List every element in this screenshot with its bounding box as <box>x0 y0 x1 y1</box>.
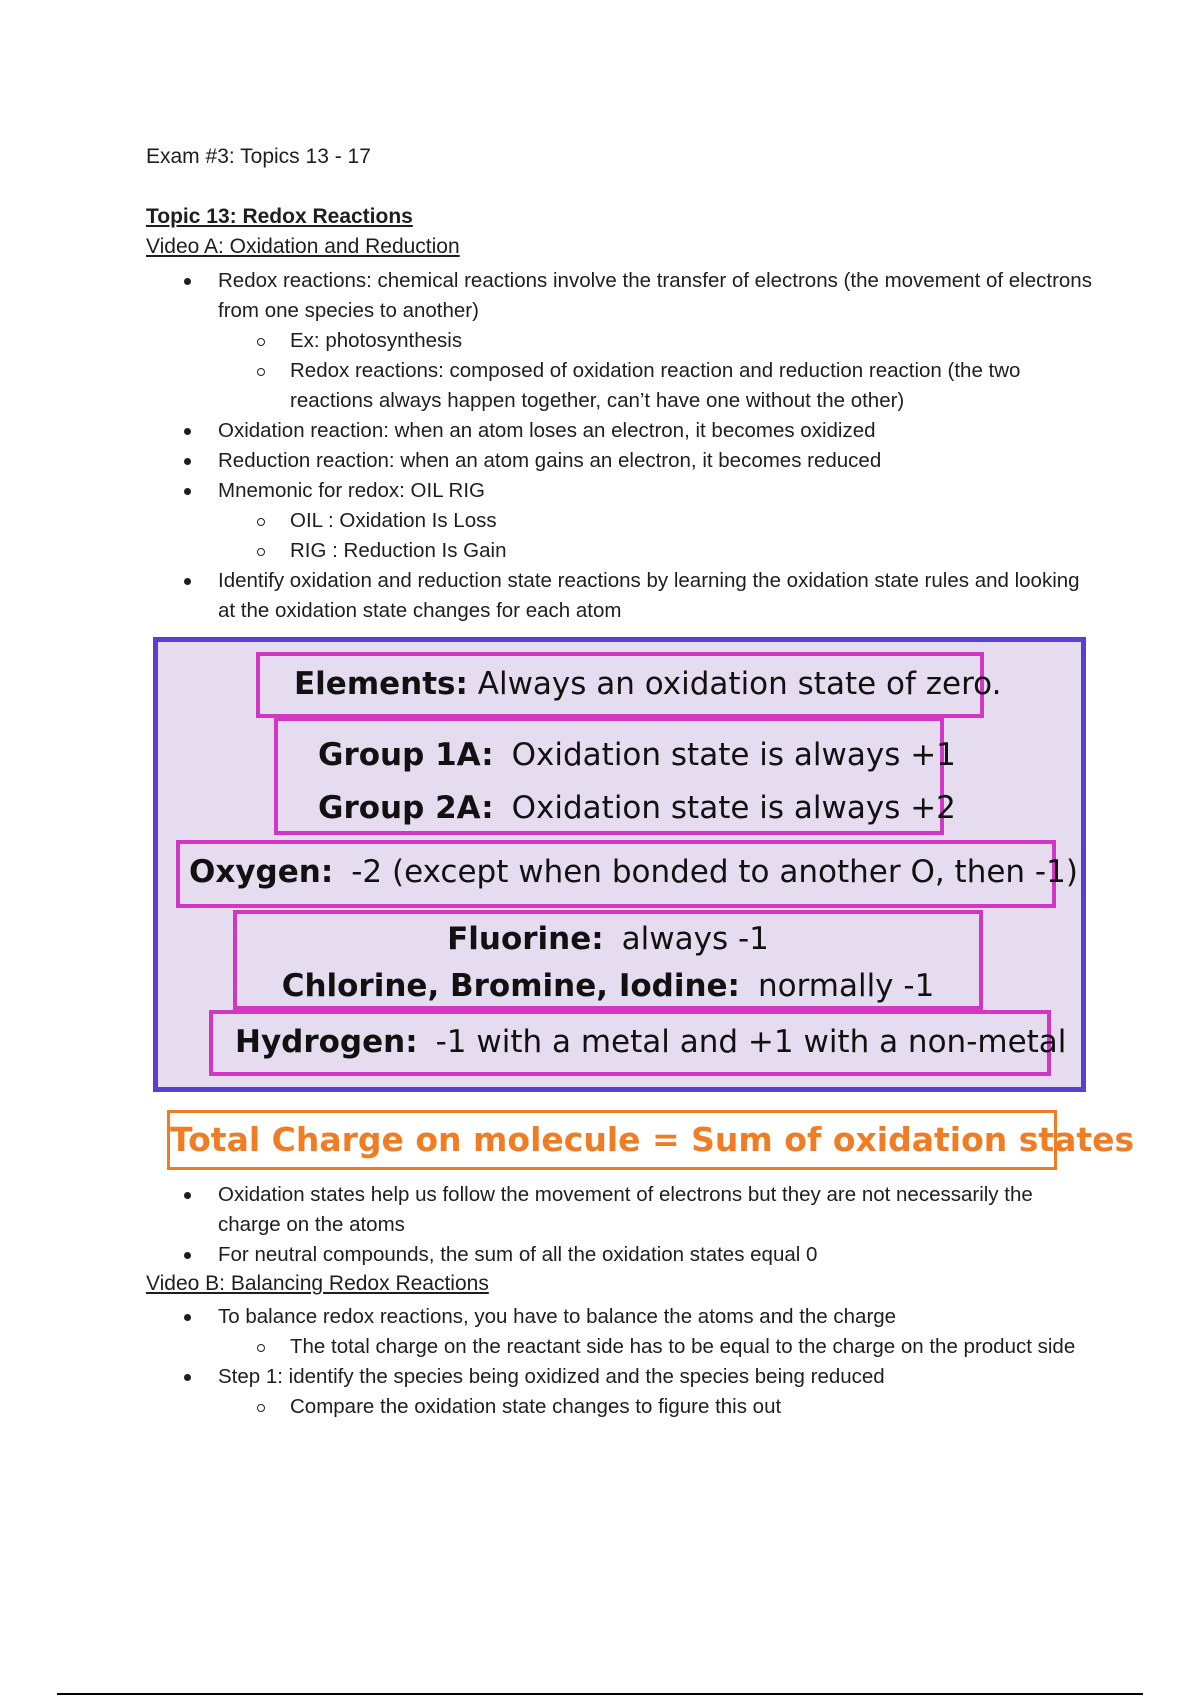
list-item <box>146 1240 1096 1270</box>
rule-text: -2 (except when bonded to another O, then -1) <box>351 854 1078 890</box>
video-a-notes <box>146 266 1096 626</box>
video-b-title: Video B: Balancing Redox Reactions <box>146 1272 489 1295</box>
sub-bullet-text: Compare the oxidation state changes to figure this out <box>290 1395 782 1418</box>
rule-oxygen <box>176 840 1078 908</box>
list-item <box>146 1362 1096 1392</box>
bullet-icon <box>184 1192 191 1199</box>
rule-group-2a <box>318 782 956 835</box>
list-item <box>146 476 1096 506</box>
rule-label: Group 1A: <box>318 737 494 773</box>
bullet-text: Reduction reaction: when an atom gains an electron, it becomes reduced <box>218 449 882 472</box>
video-a-title: Video A: Oxidation and Reduction <box>146 235 460 258</box>
list-item <box>146 266 1096 326</box>
list-item <box>146 1180 1096 1240</box>
list-item <box>146 1332 1096 1362</box>
bullet-text: Oxidation states help us follow the movement of electrons but they are not necessarily the charge on the atoms <box>218 1183 1033 1236</box>
topic-title: Topic 13: Redox Reactions <box>146 205 413 228</box>
rule-text: -1 with a metal and +1 with a non-metal <box>435 1024 1067 1060</box>
bullet-icon <box>184 278 191 285</box>
list-item <box>146 446 1096 476</box>
after-rules-notes <box>146 1180 1096 1270</box>
rule-text: Oxidation state is always +1 <box>511 737 956 773</box>
rule-chlorine-bromine-iodine <box>237 963 979 1010</box>
exam-title: Exam #3: Topics 13 - 17 <box>146 145 371 168</box>
bullet-icon <box>184 578 191 585</box>
rule-halogens <box>233 910 983 1010</box>
rule-fluorine <box>237 916 979 963</box>
rule-label: Group 2A: <box>318 790 494 826</box>
rule-label: Oxygen: <box>189 854 334 890</box>
bullet-text: Identify oxidation and reduction state reactions by learning the oxidation state rules and looking at the oxidation state changes for each atom <box>218 569 1080 622</box>
sub-bullet-text: OIL : Oxidation Is Loss <box>290 509 497 532</box>
rule-label: Chlorine, Bromine, Iodine: <box>281 968 740 1004</box>
sub-bullet-text: The total charge on the reactant side has to be equal to the charge on the product side <box>290 1335 1076 1358</box>
sub-bullet-text: Ex: photosynthesis <box>290 329 463 352</box>
bullet-text: Oxidation reaction: when an atom loses an electron, it becomes oxidized <box>218 419 876 442</box>
list-item <box>146 566 1096 626</box>
rule-text: normally -1 <box>757 968 935 1004</box>
sub-bullet-icon <box>257 338 265 346</box>
rule-elements <box>256 652 1002 718</box>
sub-bullet-icon <box>257 1344 265 1352</box>
rule-group-1a <box>318 729 956 782</box>
rule-label: Elements: <box>294 666 468 702</box>
list-item <box>146 506 1096 536</box>
rule-hydrogen <box>209 1010 1067 1076</box>
video-b-notes <box>146 1302 1096 1422</box>
sub-bullet-icon <box>257 1404 265 1412</box>
sub-bullet-text: RIG : Reduction Is Gain <box>290 539 507 562</box>
rule-text: Always an oxidation state of zero. <box>477 666 1002 702</box>
sub-bullet-icon <box>257 368 265 376</box>
total-charge-callout: Total Charge on molecule = Sum of oxidation states <box>167 1110 1057 1170</box>
rule-label: Fluorine: <box>447 921 604 957</box>
bullet-icon <box>184 1252 191 1259</box>
list-item <box>146 416 1096 446</box>
rule-groups <box>274 717 956 835</box>
list-item <box>146 536 1096 566</box>
list-item <box>146 1392 1096 1422</box>
list-item <box>146 326 1096 356</box>
bullet-icon <box>184 488 191 495</box>
list-item <box>146 1302 1096 1332</box>
bullet-icon <box>184 1314 191 1321</box>
bullet-text: Step 1: identify the species being oxidized and the species being reduced <box>218 1365 885 1388</box>
bullet-icon <box>184 428 191 435</box>
rule-label: Hydrogen: <box>235 1024 418 1060</box>
sub-bullet-icon <box>257 548 265 556</box>
bullet-text: For neutral compounds, the sum of all the oxidation states equal 0 <box>218 1243 818 1266</box>
sub-bullet-text: Redox reactions: composed of oxidation reaction and reduction reaction (the two reactions always happen together, can’t have one without the other) <box>290 359 1021 412</box>
bullet-icon <box>184 458 191 465</box>
sub-bullet-icon <box>257 518 265 526</box>
rule-text: always -1 <box>621 921 769 957</box>
bullet-icon <box>184 1374 191 1381</box>
bullet-text: To balance redox reactions, you have to balance the atoms and the charge <box>218 1305 897 1328</box>
rule-text: Oxidation state is always +2 <box>511 790 956 826</box>
bullet-text: Redox reactions: chemical reactions involve the transfer of electrons (the movement of electrons from one species to another) <box>218 269 1092 322</box>
page-bottom-divider <box>57 1693 1143 1695</box>
bullet-text: Mnemonic for redox: OIL RIG <box>218 479 485 502</box>
list-item <box>146 356 1096 416</box>
